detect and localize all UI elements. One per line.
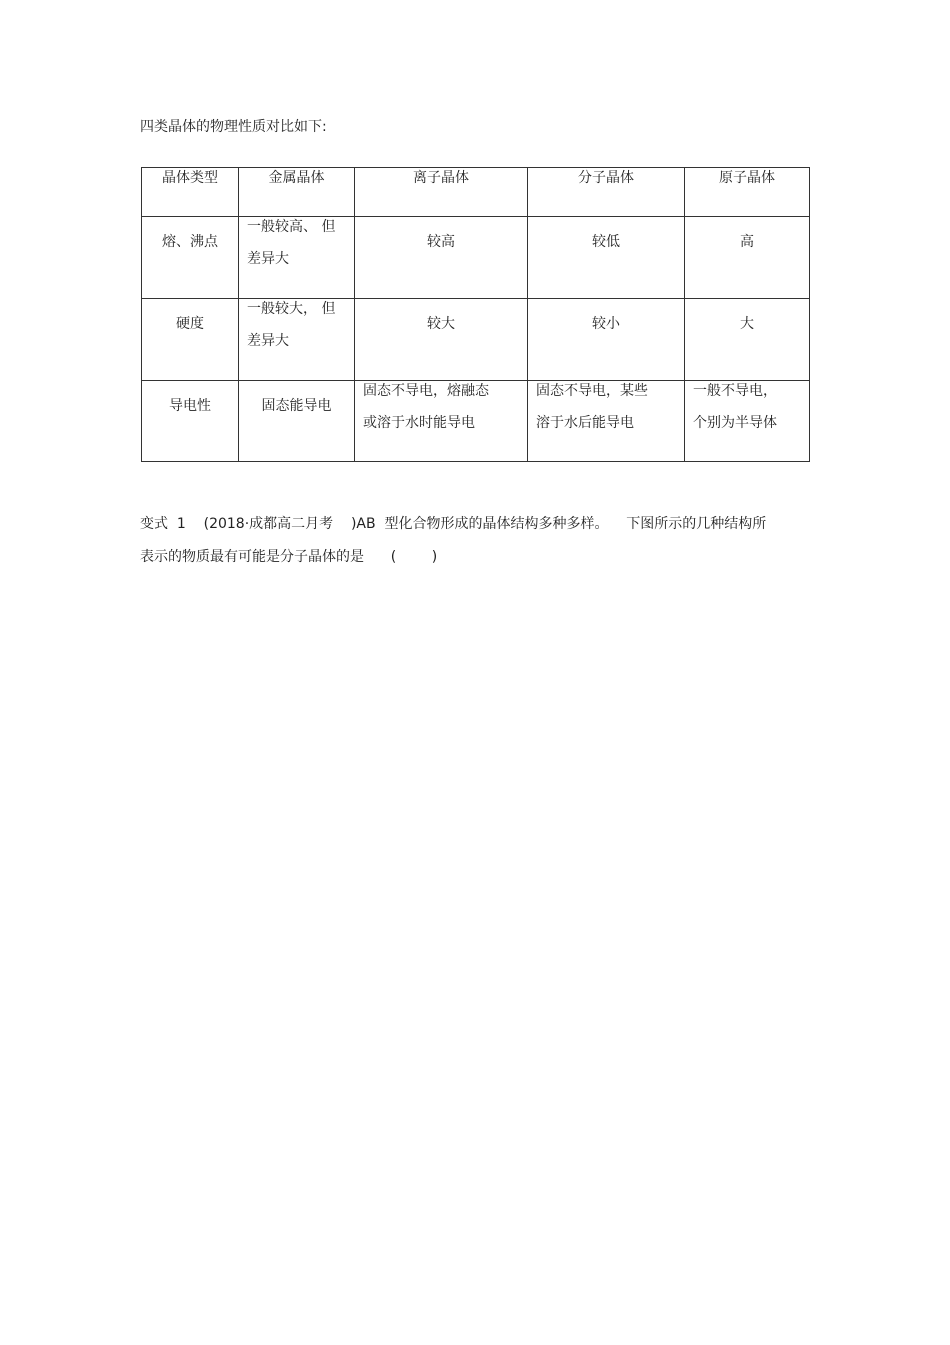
molecular-cell: 较低 [528, 217, 685, 299]
header-cell: 离子晶体 [355, 168, 528, 217]
row-label: 熔、沸点 [142, 217, 239, 299]
atomic-cell: 高 [685, 217, 810, 299]
ionic-cell: 较高 [355, 217, 528, 299]
row-label: 导电性 [142, 381, 239, 462]
header-cell: 分子晶体 [528, 168, 685, 217]
table-row [142, 381, 810, 462]
question-line: 表示的物质最有可能是分子晶体的是 ( ) [140, 549, 438, 565]
ionic-cell: 固态不导电，熔融态 或溶于水时能导电 [355, 381, 528, 462]
table-header-row [142, 168, 810, 217]
molecular-cell: 固态不导电，某些 溶于水后能导电 [528, 381, 685, 462]
metal-cell: 一般较大， 但 差异大 [239, 299, 355, 381]
atomic-cell: 一般不导电， 个别为半导体 [685, 381, 810, 462]
intro-text: 四类晶体的物理性质对比如下: [140, 119, 327, 135]
header-cell: 晶体类型 [142, 168, 239, 217]
molecular-cell: 较小 [528, 299, 685, 381]
ionic-cell: 较大 [355, 299, 528, 381]
table-row [142, 217, 810, 299]
header-cell: 金属晶体 [239, 168, 355, 217]
table-row [142, 299, 810, 381]
metal-cell: 固态能导电 [239, 381, 355, 462]
question-text [140, 508, 800, 574]
metal-cell: 一般较高、 但 差异大 [239, 217, 355, 299]
crystal-comparison-table [141, 167, 810, 462]
atomic-cell: 大 [685, 299, 810, 381]
question-line: 变式 1 (2018·成都高二月考 )AB 型化合物形成的晶体结构多种多样。 下图所示的几种结构所 [140, 516, 767, 532]
row-label: 硬度 [142, 299, 239, 381]
header-cell: 原子晶体 [685, 168, 810, 217]
